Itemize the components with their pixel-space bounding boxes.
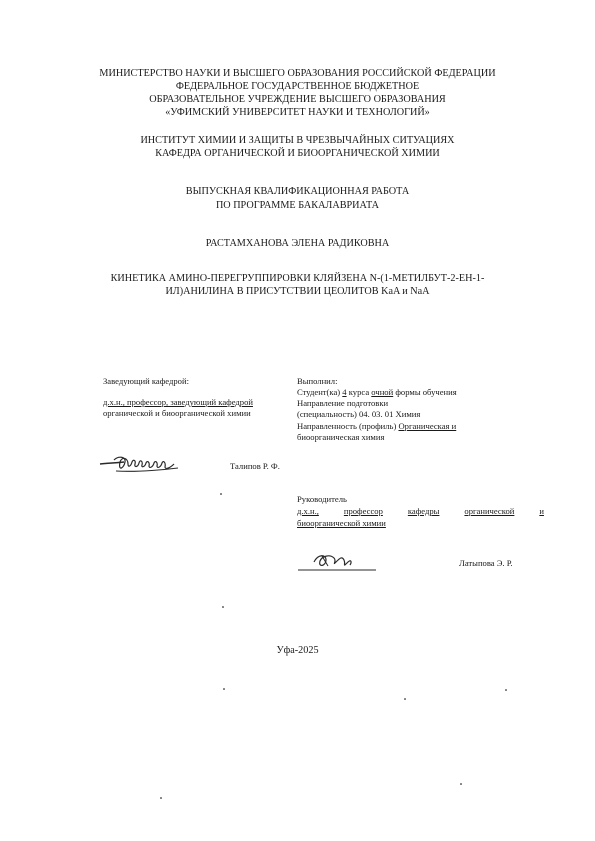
student-form: очной — [371, 387, 394, 397]
scan-speck — [505, 689, 507, 691]
student-line3: (специальность) 04. 03. 01 Химия — [297, 409, 421, 419]
student-label: Выполнил: — [297, 376, 338, 386]
head-position-line2: органической и биоорганической химии — [103, 408, 251, 418]
thesis-title-line2: ИЛ)АНИЛИНА В ПРИСУТСТВИИ ЦЕОЛИТОВ KaA и NaA — [165, 286, 430, 297]
head-position-line1: д.х.н., профессор, заведующий кафедрой — [103, 397, 253, 407]
federal-line: ФЕДЕРАЛЬНОЕ ГОСУДАРСТВЕННОЕ БЮДЖЕТНОЕ — [175, 81, 420, 92]
supervisor-position-line2: биоорганической химии — [297, 518, 386, 528]
supervisor-word-4: органической — [464, 506, 515, 516]
institute-name: ИНСТИТУТ ХИМИИ И ЗАЩИТЫ В ЧРЕЗВЫЧАЙНЫХ СИТУАЦИЯХ — [140, 135, 455, 146]
scan-speck — [223, 688, 225, 690]
work-type-line1: ВЫПУСКНАЯ КВАЛИФИКАЦИОННАЯ РАБОТА — [185, 186, 410, 197]
student-line2: Направление подготовки — [297, 398, 389, 408]
student-profile: Органическая и — [398, 421, 457, 431]
supervisor-position-line1 — [297, 506, 544, 516]
student-line4 — [297, 421, 456, 431]
supervisor-word-5: и — [539, 506, 544, 516]
university-name: «УФИМСКИЙ УНИВЕРСИТЕТ НАУКИ И ТЕХНОЛОГИЙ» — [165, 107, 430, 118]
institution-type-line: ОБРАЗОВАТЕЛЬНОЕ УЧРЕЖДЕНИЕ ВЫСШЕГО ОБРАЗОВАНИЯ — [149, 94, 446, 105]
author-name: РАСТАМХАНОВА ЭЛЕНА РАДИКОВНА — [205, 238, 390, 249]
student-prefix: Студент(ка) — [297, 387, 341, 397]
scan-speck — [160, 797, 162, 799]
department-name: КАФЕДРА ОРГАНИЧЕСКОЙ И БИООРГАНИЧЕСКОЙ ХИМИИ — [155, 148, 440, 159]
scan-speck — [404, 698, 406, 700]
scan-speck — [460, 783, 462, 785]
scan-speck — [222, 606, 224, 608]
supervisor-word-1: д.х.н., — [297, 506, 319, 516]
city-year: Уфа-2025 — [276, 645, 319, 656]
ministry-line: МИНИСТЕРСТВО НАУКИ И ВЫСШЕГО ОБРАЗОВАНИЯ РОССИЙСКОЙ ФЕДЕРАЦИИ — [99, 68, 496, 79]
supervisor-word-3: кафедры — [407, 506, 440, 516]
student-line1 — [297, 387, 457, 397]
scan-speck — [220, 493, 222, 495]
student-course-word: курса — [348, 387, 370, 397]
student-line5: биоорганическая химия — [297, 432, 385, 442]
student-suffix: формы обучения — [395, 387, 457, 397]
work-type-line2: ПО ПРОГРАММЕ БАКАЛАВРИАТА — [215, 200, 380, 211]
thesis-title-line1: КИНЕТИКА АМИНО-ПЕРЕГРУППИРОВКИ КЛЯЙЗЕНА N-(1-МЕТИЛБУТ-2-ЕН-1- — [110, 273, 485, 284]
supervisor-name: Латыпова Э. Р. — [459, 558, 513, 568]
head-name: Талипов Р. Ф. — [230, 461, 280, 471]
student-profile-prefix: Направленность (профиль) — [297, 421, 397, 431]
head-signature — [98, 450, 188, 480]
head-label: Заведующий кафедрой: — [103, 376, 189, 386]
student-course: 4 — [342, 387, 347, 397]
supervisor-label: Руководитель — [297, 494, 347, 504]
supervisor-signature — [296, 550, 380, 574]
supervisor-word-2: профессор — [343, 506, 383, 516]
